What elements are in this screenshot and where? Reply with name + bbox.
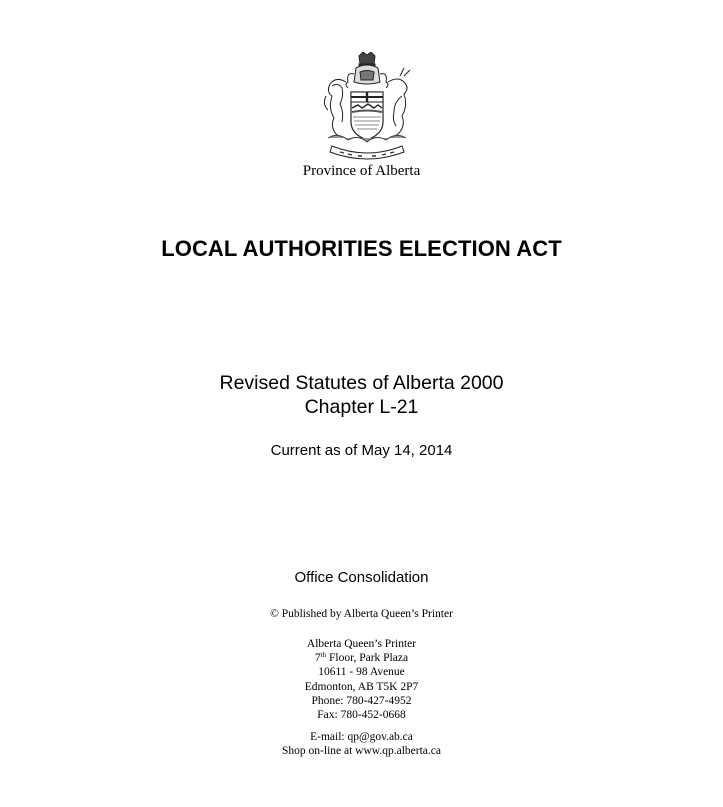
publisher-name: Alberta Queen’s Printer bbox=[306, 638, 417, 650]
publisher-contact bbox=[0, 730, 723, 758]
office-consolidation: Office Consolidation bbox=[294, 569, 429, 586]
floor-rest: Floor, Park Plaza bbox=[326, 652, 409, 665]
province-name: Province of Alberta bbox=[302, 163, 421, 179]
publisher-address bbox=[0, 637, 723, 722]
floor-number: 7 bbox=[314, 652, 321, 665]
act-title: LOCAL AUTHORITIES ELECTION ACT bbox=[161, 236, 562, 261]
revised-statutes: Revised Statutes of Alberta 2000 bbox=[219, 372, 504, 394]
current-as-of: Current as of May 14, 2014 bbox=[270, 442, 453, 459]
statute-reference bbox=[0, 371, 723, 419]
phone: Phone: 780-427-4952 bbox=[311, 694, 412, 707]
city: Edmonton, AB T5K 2P7 bbox=[304, 680, 419, 693]
published-by: © Published by Alberta Queen’s Printer bbox=[270, 608, 453, 620]
street: 10611 - 98 Avenue bbox=[318, 666, 405, 679]
alberta-coat-of-arms-icon bbox=[318, 52, 416, 164]
shop-online: Shop on-line at www.qp.alberta.ca bbox=[282, 745, 441, 758]
chapter-number: Chapter L-21 bbox=[304, 396, 419, 418]
fax: Fax: 780-452-0668 bbox=[317, 709, 406, 722]
email: E-mail: qp@gov.ab.ca bbox=[310, 731, 413, 743]
floor-suffix: th bbox=[320, 651, 327, 660]
floor bbox=[0, 651, 723, 665]
